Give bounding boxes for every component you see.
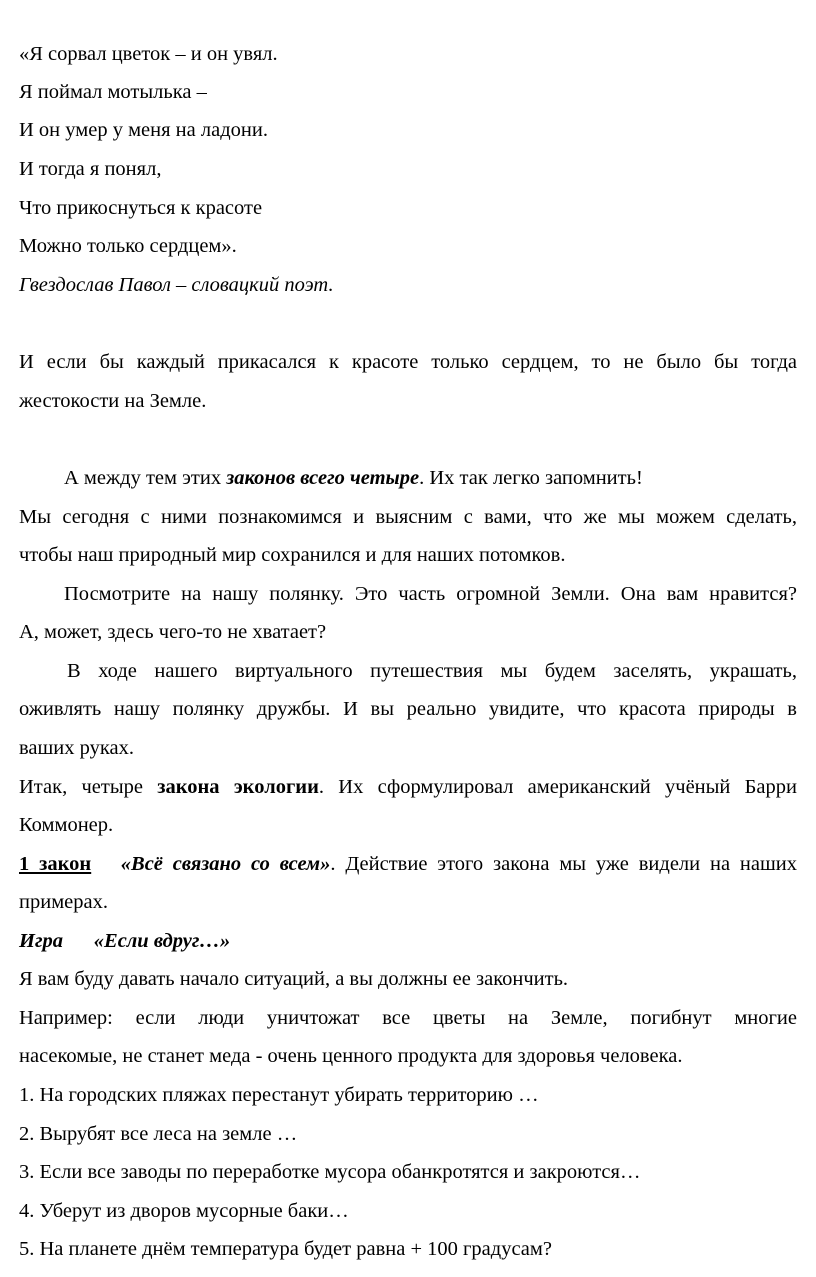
ecology-laws-line	[19, 775, 797, 799]
game-intro: Я вам буду давать начало ситуаций, а вы должны ее закончить.	[19, 968, 569, 990]
paragraph-line: Посмотрите на нашу полянку. Это часть огромной Земли. Она вам нравится?	[64, 583, 797, 605]
list-item: 3. Если все заводы по переработке мусора обанкротятся и закроются…	[19, 1161, 641, 1183]
game-heading	[19, 929, 797, 953]
poem-line: Что прикоснуться к красоте	[19, 197, 263, 219]
paragraph-line: Коммонер.	[19, 814, 114, 836]
paragraph-line: Мы сегодня с ними познакомимся и выясним с вами, что же мы можем сделать,	[19, 506, 797, 528]
paragraph-line: оживлять нашу полянку дружбы. И вы реально увидите, что красота природы в	[19, 698, 797, 720]
paragraph-line: чтобы наш природный мир сохранился и для наших потомков.	[19, 544, 566, 566]
list-item: 1. На городских пляжах перестанут убирать территорию …	[19, 1084, 539, 1106]
text-span: . Их сформулировал американский учёный Барри	[318, 776, 797, 798]
text-span: . Их так легко запомнить!	[419, 467, 643, 489]
law1-line	[19, 852, 797, 876]
game-label: Игра	[19, 930, 64, 952]
list-item: 2. Вырубят все леса на земле …	[19, 1123, 298, 1145]
law1-label: 1 закон	[19, 853, 92, 875]
poem-line: Можно только сердцем».	[19, 235, 237, 257]
poem-line: И он умер у меня на ладони.	[19, 119, 268, 141]
game-title: «Если вдруг…»	[93, 930, 231, 952]
paragraph-line: В ходе нашего виртуального путешествия мы будем заселять, украшать,	[67, 660, 797, 682]
laws-count-emphasis: законов всего четыре	[226, 467, 420, 489]
text-span: . Действие этого закона мы уже видели на наших	[330, 853, 797, 875]
poem-line: Я поймал мотылька –	[19, 81, 207, 103]
paragraph-line: жестокости на Земле.	[19, 390, 207, 412]
poem-author: Гвездослав Павол – словацкий поэт.	[19, 274, 334, 296]
paragraph-line: И если бы каждый прикасался к красоте только сердцем, то не было бы тогда	[19, 351, 797, 373]
paragraph-line: примерах.	[19, 891, 108, 913]
poem-line: И тогда я понял,	[19, 158, 162, 180]
text-span: Итак, четыре	[19, 776, 158, 798]
poem-line: «Я сорвал цветок – и он увял.	[19, 43, 278, 65]
text-span: А между тем этих	[64, 467, 227, 489]
paragraph-line: А, может, здесь чего-то не хватает?	[19, 621, 327, 643]
ecology-laws-bold: закона экологии	[157, 776, 319, 798]
laws-intro-line	[64, 466, 797, 490]
list-item: 5. На планете днём температура будет равна + 100 градусам?	[19, 1238, 552, 1260]
law1-quote: «Всё связано со всем»	[120, 853, 331, 875]
paragraph-line: ваших руках.	[19, 737, 134, 759]
paragraph-line: Например: если люди уничтожат все цветы на Земле, погибнут многие	[19, 1007, 797, 1029]
list-item: 4. Уберут из дворов мусорные баки…	[19, 1200, 349, 1222]
paragraph-line: насекомые, не станет меда - очень ценного продукта для здоровья человека.	[19, 1045, 683, 1067]
